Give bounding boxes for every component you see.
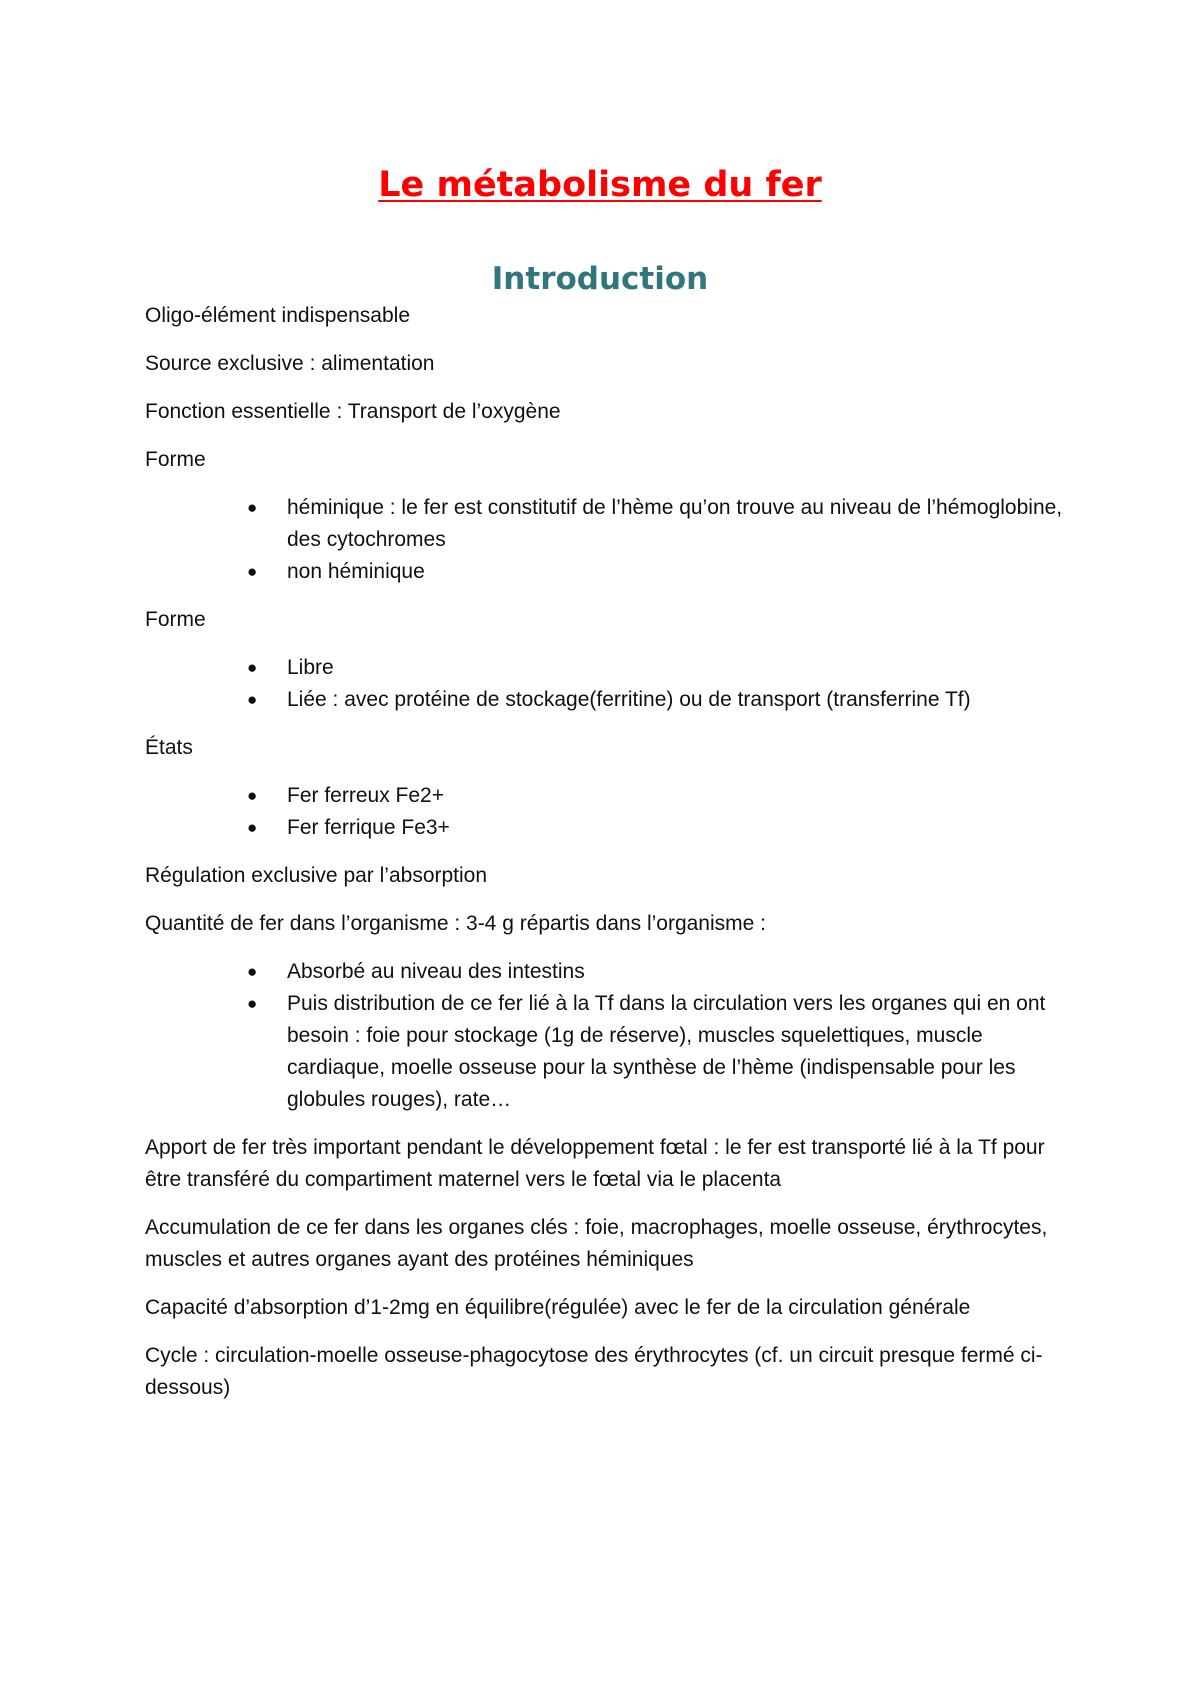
paragraph: Forme — [145, 608, 206, 631]
bullet-list — [145, 492, 1080, 588]
paragraph: Capacité d’absorption d’1-2mg en équilibre(régulée) avec le fer de la circulation générale — [145, 1296, 971, 1319]
list-item: ● Absorbé au niveau des intestins — [287, 956, 1080, 988]
bullet-list — [145, 780, 1080, 844]
page-title: Le métabolisme du fer — [378, 165, 822, 205]
paragraph: Fonction essentielle : Transport de l’oxygène — [145, 400, 561, 423]
list-item: ● Fer ferreux Fe2+ — [287, 780, 1080, 812]
paragraph: Quantité de fer dans l’organisme : 3-4 g répartis dans l’organisme : — [145, 912, 766, 935]
list-item: ● Fer ferrique Fe3+ — [287, 812, 1080, 844]
paragraph: Régulation exclusive par l’absorption — [145, 864, 488, 887]
bullet-list — [145, 652, 1080, 716]
paragraph: États — [145, 736, 193, 759]
paragraph: Cycle : circulation-moelle osseuse-phagocytose des érythrocytes (cf. un circuit presque fermé ci-dessous) — [145, 1344, 1043, 1399]
paragraph: Accumulation de ce fer dans les organes clés : foie, macrophages, moelle osseuse, érythrocytes, muscles et autres organes ayant des protéines héminiques — [145, 1216, 1048, 1271]
paragraph: Source exclusive : alimentation — [145, 352, 435, 375]
paragraph: Forme — [145, 448, 206, 471]
paragraph: Oligo-élément indispensable — [145, 304, 410, 327]
list-item: ● Puis distribution de ce fer lié à la Tf dans la circulation vers les organes qui en ont besoin : foie pour stockage (1g de réserve), muscles squelettiques, muscle cardiaque, moelle osseuse pour la synthèse de l’hème (indispensable pour les globules rouges), rate… — [287, 988, 1080, 1116]
bullet-list — [145, 956, 1080, 1116]
section-heading: Introduction — [491, 261, 709, 297]
list-item: ● héminique : le fer est constitutif de l’hème qu’on trouve au niveau de l’hémoglobine, des cytochromes — [287, 492, 1080, 556]
document-body — [145, 300, 1080, 1420]
paragraph: Apport de fer très important pendant le développement fœtal : le fer est transporté lié à la Tf pour être transféré du compartiment maternel vers le fœtal via le placenta — [145, 1136, 1045, 1191]
list-item: ● non héminique — [287, 556, 1080, 588]
list-item: ● Liée : avec protéine de stockage(ferritine) ou de transport (transferrine Tf) — [287, 684, 1080, 716]
list-item: ● Libre — [287, 652, 1080, 684]
